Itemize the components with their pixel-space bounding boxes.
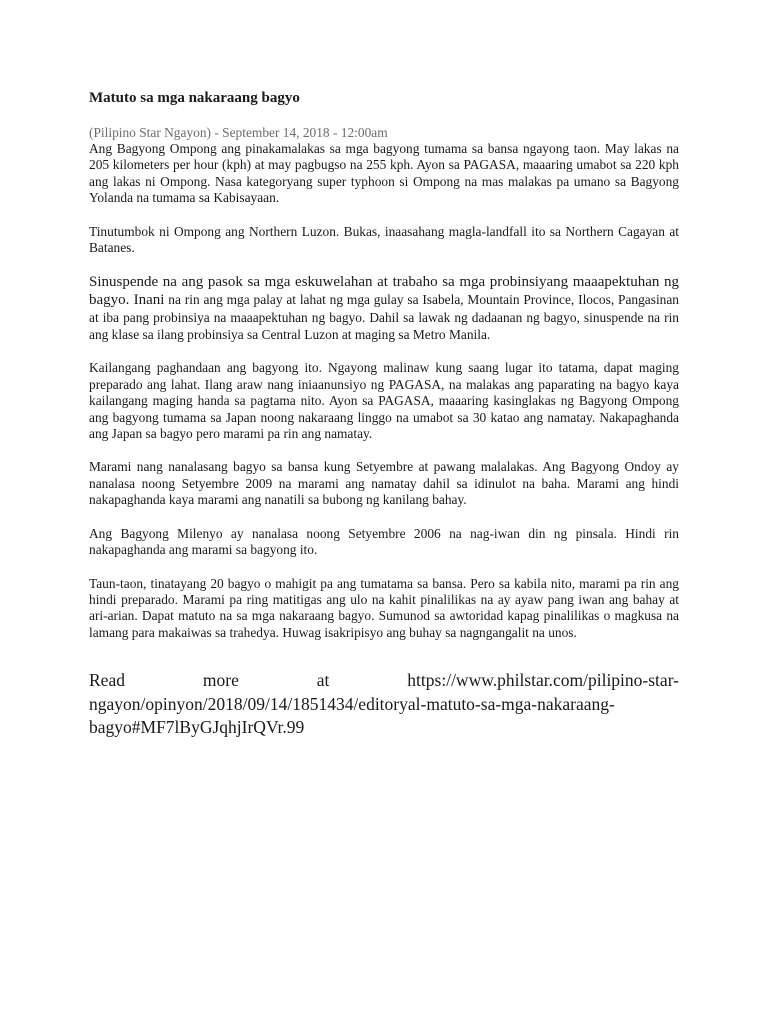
paragraph-5: Marami nang nanalasang bagyo sa bansa kung Setyembre at pawang malalakas. Ang Bagyong Ondoy ay nanalasa noong Setyembre 2009 na marami ang namatay dahil sa idinulot na baha. Marami ang hindi nakapaghanda kaya marami ang nanatili sa bubong ng kanilang bahay. (89, 459, 679, 508)
paragraph-2: Tinutumbok ni Ompong ang Northern Luzon. Bukas, inaasahang magla-landfall ito sa Northern Cagayan at Batanes. (89, 223, 679, 256)
paragraph-3-text: na rin ang mga palay at lahat ng mga gulay sa Isabela, Mountain Province, Ilocos, Pangasinan at iba pang probinsiya na maaapektuhan ng bagyo. Dahil sa lawak ng dadaanan ng bagyo, sinuspende na rin ang klase sa ilang probinsiya sa Central Luzon at maging sa Metro Manila. (89, 292, 680, 343)
article-title: Matuto sa mga nakaraang bagyo (89, 90, 300, 106)
paragraph-7: Taun-taon, tinatayang 20 bagyo o mahigit pa ang tumatama sa bansa. Pero sa kabila nito, marami pa rin ang hindi preparado. Marami pa ring matitigas ang ulo na kahit pinalilikas na ay ayaw pang iwan ang bahay at ari-arian. Dapat matuto na sa mga nakaraang bagyo. Sumunod sa awtoridad kapag pinalilikas o magkusa na lamang para makaiwas sa trahedya. Huwag isakripisyo ang buhay sa nagngangalit na unos. (89, 575, 679, 640)
article (89, 88, 679, 740)
article-byline: (Pilipino Star Ngayon) - September 14, 2018 - 12:00am (89, 125, 388, 140)
paragraph-1: Ang Bagyong Ompong ang pinakamalakas sa mga bagyong tumama sa bansa ngayong taon. May lakas na 205 kilometers per hour (kph) at may pagbugso na 255 kph. Ayon sa PAGASA, maaaring umabot sa 220 kph ang lakas ni Ompong. Nasa kategoryang super typhoon si Ompong na mas malakas pa umano sa Bagyong Yolanda na tumama sa Kabisayaan. (89, 141, 679, 206)
paragraph-3 (89, 273, 679, 343)
read-more-link[interactable]: Read more at https://www.philstar.com/pilipino-star-ngayon/opinyon/2018/09/14/1851434/editoryal-matuto-sa-mga-nakaraang-bagyo#MF7lByGJqhjIrQVr.99 (89, 670, 679, 738)
paragraph-4: Kailangang paghandaan ang bagyong ito. Ngayong malinaw kung saang lugar ito tatama, dapat maging preparado ang lahat. Ilang araw nang iniaanunsiyo ng PAGASA, na malakas ang paparating na bagyo kaya kailangang maging handa sa pagtama nito. Ayon sa PAGASA, maaaring kasinglakas ng Bagyong Ompong ang bagyong tumama sa Japan noong nakaraang linggo na umabot sa 30 katao ang namatay. Nakapaghanda ang Japan sa bagyo pero marami pa rin ang namatay. (89, 360, 679, 442)
paragraph-3-large-text: Sinuspende na ang pasok sa mga eskuwelahan at trabaho sa mga probinsiyang maaapektuhan ng bagyo. Inani (89, 274, 679, 309)
paragraph-6: Ang Bagyong Milenyo ay nanalasa noong Setyembre 2006 na nag-iwan din ng pinsala. Hindi rin nakapaghanda ang marami sa bagyong ito. (89, 525, 679, 558)
